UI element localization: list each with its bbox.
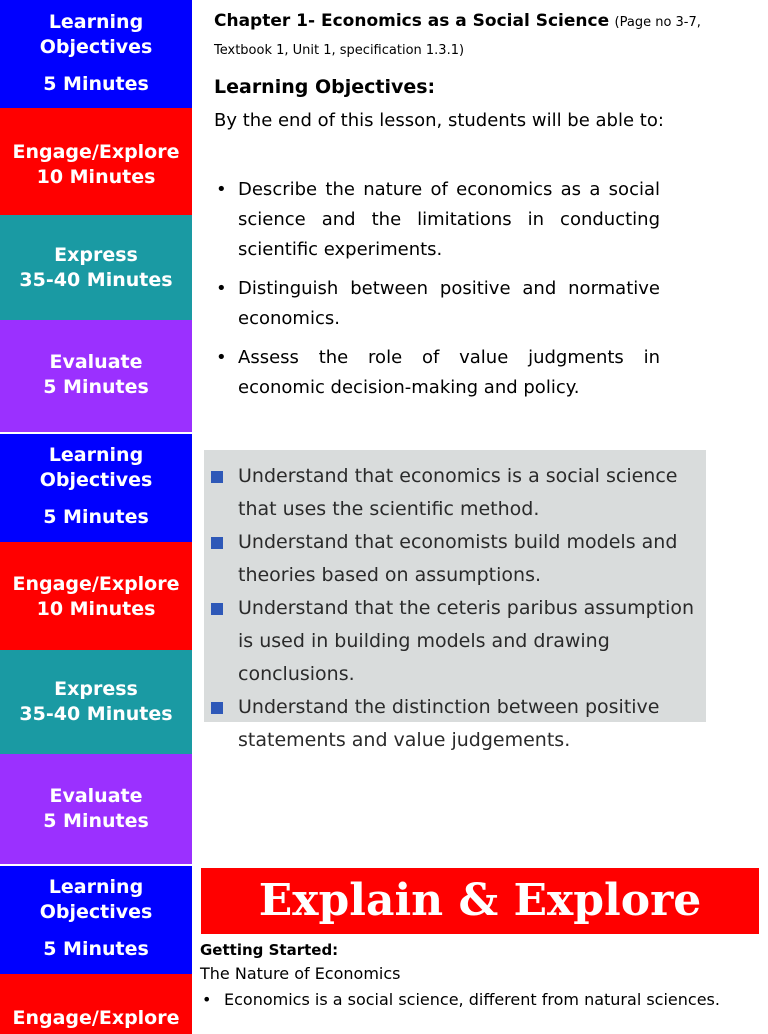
- sidebar-engage-time: 10 Minutes: [36, 598, 156, 620]
- learning-objectives-list: [214, 175, 660, 412]
- sidebar-evaluate-label: Evaluate: [49, 785, 143, 807]
- sidebar-lo-time: 5 Minutes: [43, 938, 149, 960]
- square-bullet-icon: [211, 471, 223, 483]
- sidebar-lo-time: 5 Minutes: [43, 73, 149, 95]
- sidebar-lo-line1: Learning: [48, 444, 144, 466]
- sidebar-lo-line1: Learning: [48, 11, 144, 33]
- objective-text: Understand that economics is a social science that uses the scientific method.: [238, 465, 678, 520]
- chapter-reference: (Page no 3-7, Textbook 1, Unit 1, specification 1.3.1): [214, 15, 701, 58]
- textbook-objectives-box: [204, 450, 706, 751]
- sidebar-lo-line2: Objectives: [39, 36, 153, 58]
- sidebar-engage-explore: [0, 542, 192, 650]
- list-item: [204, 460, 699, 526]
- sidebar-learning-objectives: [0, 866, 192, 974]
- sidebar-engage-explore: [0, 108, 192, 215]
- sidebar-lo-line2: Objectives: [39, 469, 153, 491]
- sidebar-evaluate: [0, 754, 192, 864]
- list-item: • Assess the role of value judgments in economic decision-making and policy.: [214, 343, 660, 403]
- nature-of-economics-subheading: The Nature of Economics: [200, 964, 401, 983]
- list-item: [204, 526, 699, 592]
- learning-objectives-intro: By the end of this lesson, students will be able to:: [214, 110, 664, 131]
- learning-objectives-heading: Learning Objectives:: [214, 76, 436, 98]
- sidebar-express: [0, 215, 192, 320]
- sidebar-learning-objectives: [0, 0, 192, 108]
- sidebar-lo-line2: Objectives: [39, 901, 153, 923]
- sidebar-evaluate-time: 5 Minutes: [43, 376, 149, 398]
- sidebar-engage-time: 10 Minutes: [36, 166, 156, 188]
- square-bullet-icon: [211, 603, 223, 615]
- list-item: • Describe the nature of economics as a social science and the limitations in conducting scientific experiments.: [214, 175, 660, 265]
- objective-text: Understand that economists build models and theories based on assumptions.: [238, 531, 678, 586]
- list-item: [204, 592, 699, 691]
- chapter-title-text: Chapter 1- Economics as a Social Science: [214, 11, 610, 31]
- objective-text: Understand the distinction between positive statements and value judgements.: [238, 696, 660, 751]
- getting-started-heading: Getting Started:: [200, 941, 339, 959]
- sidebar-express-time: 35-40 Minutes: [19, 269, 173, 291]
- sidebar-evaluate-time: 5 Minutes: [43, 810, 149, 832]
- square-bullet-icon: [211, 537, 223, 549]
- sidebar-engage-label: Engage/Explore: [12, 1007, 180, 1029]
- list-item: • Distinguish between positive and normative economics.: [214, 274, 660, 334]
- list-item: [204, 691, 699, 757]
- chapter-title: [214, 8, 759, 64]
- sidebar-evaluate: [0, 320, 192, 432]
- sidebar-lo-line1: Learning: [48, 876, 144, 898]
- sidebar-learning-objectives: [0, 434, 192, 542]
- getting-started-list: [200, 988, 720, 1012]
- sidebar-express-time: 35-40 Minutes: [19, 703, 173, 725]
- list-item: • Economics is a social science, different from natural sciences.: [200, 988, 720, 1012]
- sidebar-evaluate-label: Evaluate: [49, 351, 143, 373]
- square-bullet-icon: [211, 702, 223, 714]
- explain-explore-banner: Explain & Explore: [201, 868, 759, 934]
- sidebar-express-label: Express: [54, 678, 138, 700]
- objective-text: Understand that the ceteris paribus assumption is used in building models and drawing conclusions.: [238, 597, 695, 685]
- textbook-objectives-list: [204, 460, 699, 757]
- sidebar-express: [0, 650, 192, 754]
- sidebar-engage-label: Engage/Explore: [12, 141, 180, 163]
- sidebar-express-label: Express: [54, 244, 138, 266]
- sidebar-engage-label: Engage/Explore: [12, 573, 180, 595]
- sidebar-lo-time: 5 Minutes: [43, 506, 149, 528]
- sidebar-engage-explore: [0, 974, 192, 1034]
